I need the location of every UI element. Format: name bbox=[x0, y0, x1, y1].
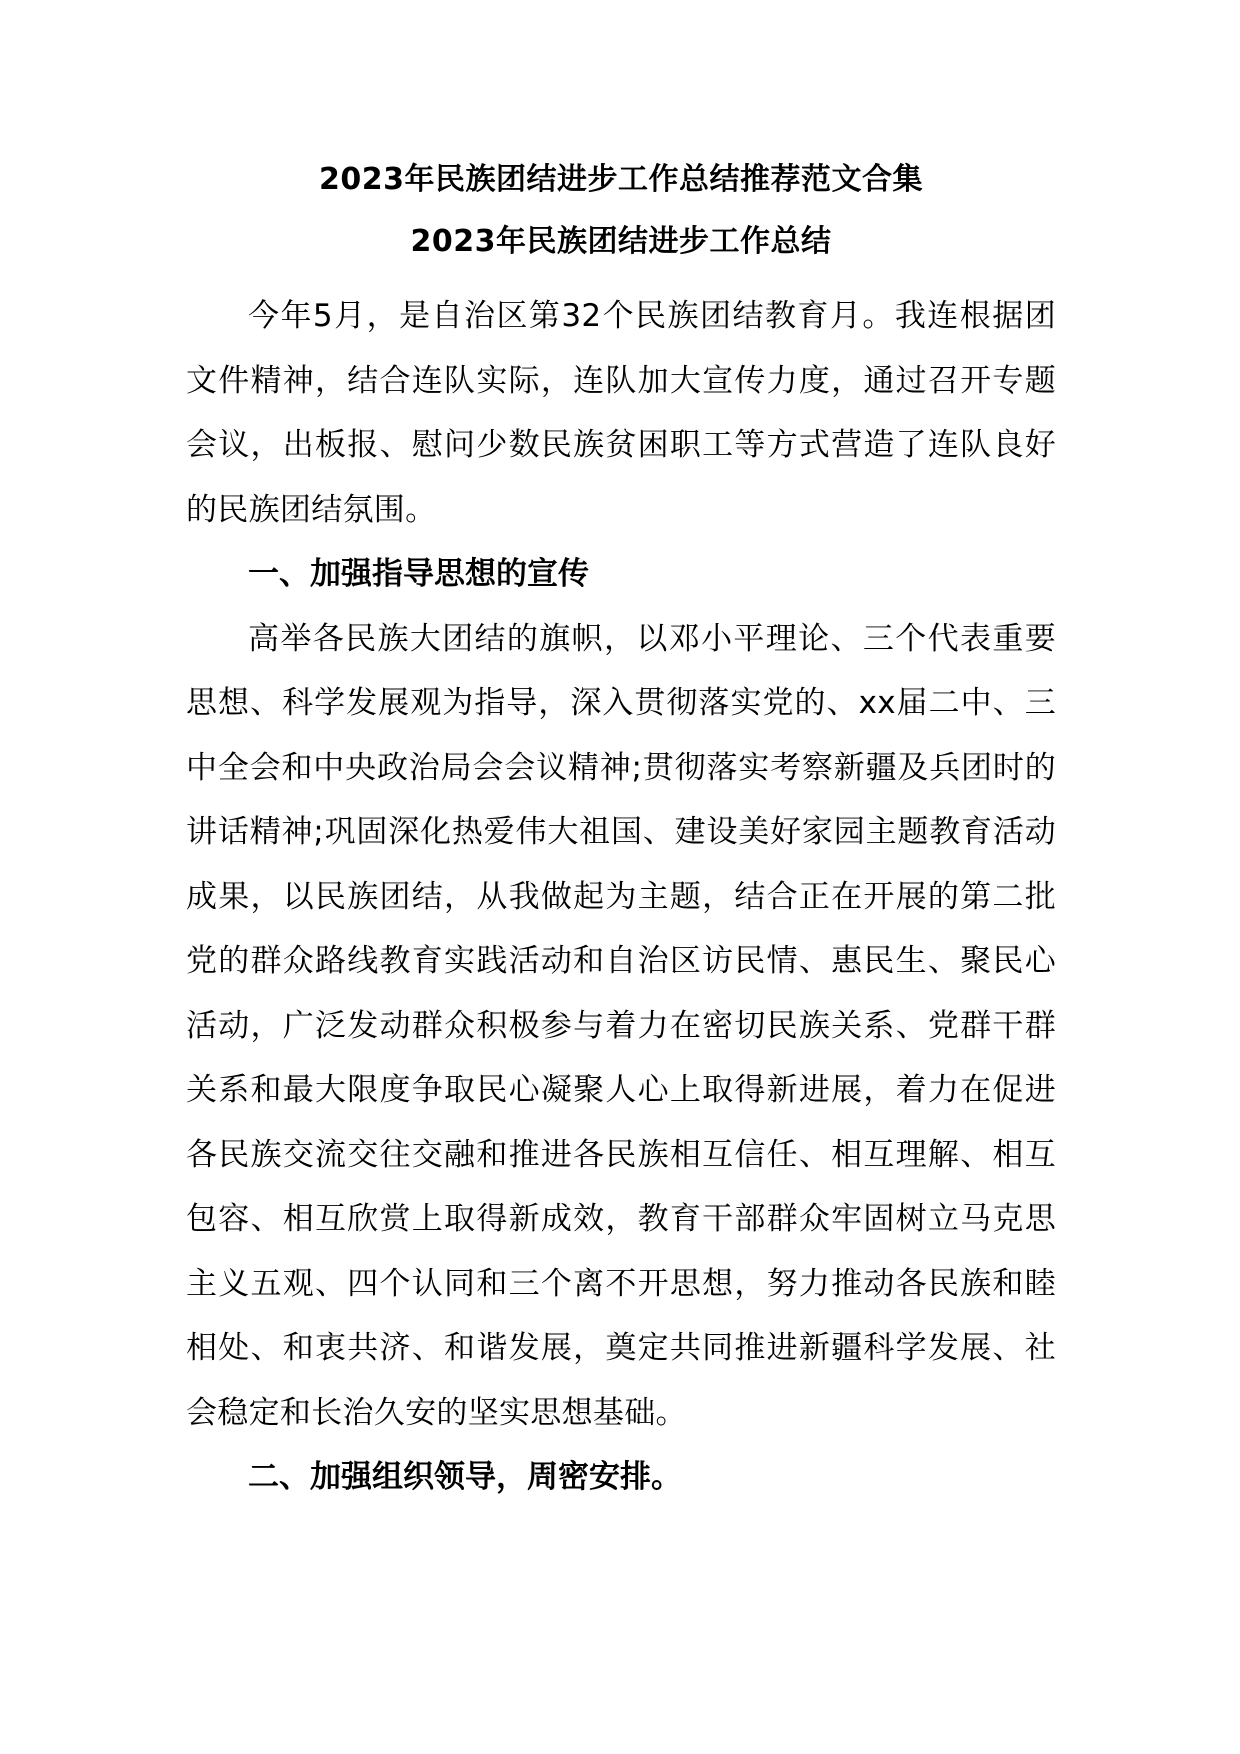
section-1-paragraph: 高举各民族大团结的旗帜，以邓小平理论、三个代表重要思想、科学发展观为指导，深入贯彻落实党的、xx届二中、三中全会和中央政治局会会议精神;贯彻落实考察新疆及兵团时的讲话精神;巩固深化热爱伟大祖国、建设美好家园主题教育活动成果，以民族团结，从我做起为主题，结合正在开展的第二批党的群众路线教育实践活动和自治区访民情、惠民生、聚民心活动，广泛发动群众积极参与着力在密切民族关系、党群干群关系和最大限度争取民心凝聚人心上取得新进展，着力在促进各民族交流交往交融和推进各民族相互信任、相互理解、相互包容、相互欣赏上取得新成效，教育干部群众牢固树立马克思主义五观、四个认同和三个离不开思想，努力推动各民族和睦相处、和衷共济、和谐发展，奠定共同推进新疆科学发展、社会稳定和长治久安的坚实思想基础。 bbox=[186, 620, 1056, 1431]
intro-paragraph: 今年5月，是自治区第32个民族团结教育月。我连根据团文件精神，结合连队实际，连队加大宣传力度，通过召开专题会议，出板报、慰问少数民族贫困职工等方式营造了连队良好的民族团结氛围。 bbox=[186, 298, 1056, 528]
section-1-heading: 一、加强指导思想的宣传 bbox=[248, 556, 589, 592]
sub-title: 2023年民族团结进步工作总结 bbox=[410, 224, 832, 259]
section-2-heading: 二、加强组织领导，周密安排。 bbox=[248, 1459, 682, 1495]
document-content bbox=[186, 160, 1056, 1510]
main-title: 2023年民族团结进步工作总结推荐范文合集 bbox=[319, 162, 923, 197]
